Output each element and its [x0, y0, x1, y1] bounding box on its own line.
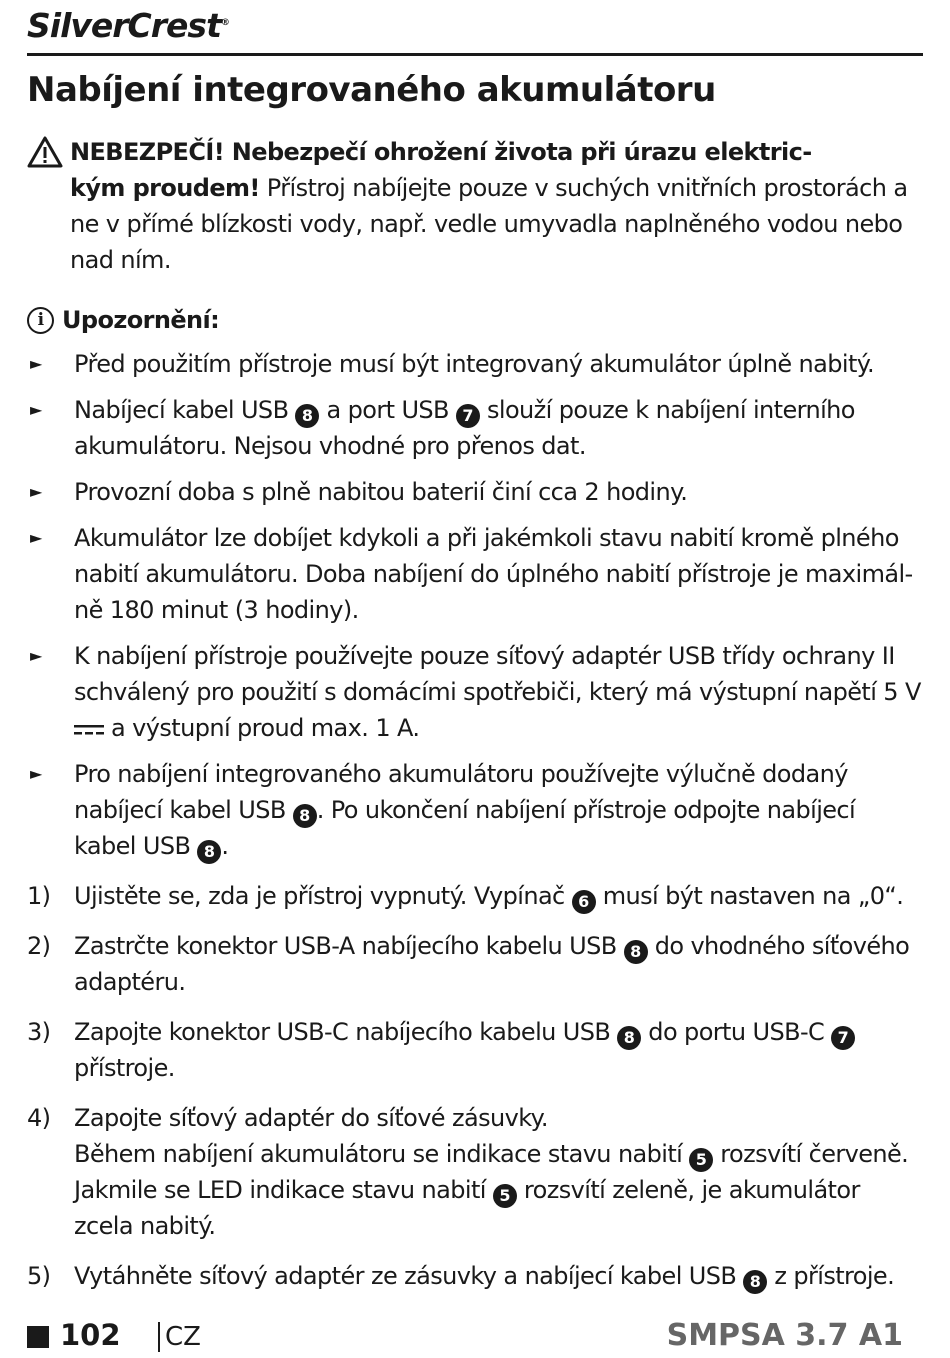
list-item-text: Před použitím přístroje musí být integrovaný akumulátor úplně nabitý. [74, 350, 874, 378]
callout-number: 8 [617, 1026, 641, 1050]
step-text: do vhodného síťového adaptéru. [74, 932, 910, 996]
list-item-text: K nabíjení přístroje používejte pouze síťový adaptér USB třídy ochrany II schválený pro použití s domácími spotřebiči, který má výstupní napětí 5 V [74, 642, 921, 706]
step-text: Zastrčte konektor USB-A nabíjecího kabelu USB [74, 932, 624, 960]
callout-number: 8 [743, 1270, 767, 1294]
step-text: Zapojte síťový adaptér do síťové zásuvky. [74, 1104, 548, 1132]
warning-heading-text: NEBEZPEČÍ! Nebezpečí ohrožení života při úrazu elektric- [70, 138, 812, 166]
list-item-text: Nabíjecí kabel USB [74, 396, 296, 424]
callout-number: 8 [295, 404, 319, 428]
list-item [27, 346, 922, 382]
model-name: SMPSA 3.7 A1 [666, 1318, 903, 1353]
registered-mark: ® [220, 18, 229, 28]
warning-heading-cont: kým proudem! [70, 174, 260, 202]
footer-divider [158, 1322, 160, 1352]
bullet-arrow-icon: ► [30, 400, 42, 419]
step-number: 4) [27, 1104, 51, 1132]
step-item [27, 928, 922, 1000]
bullet-arrow-icon: ► [30, 528, 42, 547]
warning-text: Přístroj nabíjejte pouze v suchých vnitřních prostorách a ne v přímé blízkosti vody, např. vedle umyvadla naplněného vodou nebo nad ním. [70, 174, 908, 274]
callout-number: 7 [456, 404, 480, 428]
brand-logo [27, 6, 229, 45]
step-number: 1) [27, 882, 51, 910]
list-item-text: a výstupní proud max. 1 A. [104, 714, 420, 742]
callout-number: 8 [624, 940, 648, 964]
page-title: Nabíjení integrovaného akumulátoru [27, 70, 716, 110]
language-code: CZ [165, 1322, 201, 1352]
step-text: Ujistěte se, zda je přístroj vypnutý. Vypínač [74, 882, 572, 910]
list-item [27, 392, 922, 464]
content [27, 134, 922, 1308]
step-text: rozsvítí zeleně, je akumulátor zcela nabitý. [74, 1176, 860, 1240]
list-item [27, 756, 922, 864]
list-item [27, 474, 922, 510]
notes-list [27, 346, 922, 864]
callout-number: 5 [689, 1148, 713, 1172]
steps-list [27, 878, 922, 1294]
page-number: 102 [60, 1318, 121, 1352]
step-text: Zapojte konektor USB-C nabíjecího kabelu USB [74, 1018, 618, 1046]
step-text: rozsvítí červeně. [713, 1140, 909, 1168]
info-icon: i [27, 307, 54, 334]
step-item [27, 1100, 922, 1244]
warning-heading [70, 134, 922, 170]
header-rule [27, 53, 923, 56]
callout-number: 5 [493, 1184, 517, 1208]
step-text: do portu USB-C [641, 1018, 832, 1046]
note-label: Upozornění: [62, 306, 220, 334]
step-item [27, 878, 922, 914]
callout-number: 8 [197, 840, 221, 864]
step-item [27, 1014, 922, 1086]
footer-square-icon [27, 1326, 49, 1348]
note-heading [27, 302, 922, 338]
step-text: Vytáhněte síťový adaptér ze zásuvky a nabíjecí kabel USB [74, 1262, 744, 1290]
warning-triangle-icon [27, 136, 63, 168]
list-item-text: Provozní doba s plně nabitou baterií činí cca 2 hodiny. [74, 478, 688, 506]
bullet-arrow-icon: ► [30, 354, 42, 373]
list-item [27, 638, 922, 746]
list-item-text: a port USB [319, 396, 456, 424]
page-footer [27, 1318, 923, 1358]
step-item [27, 1258, 922, 1294]
step-text: Během nabíjení akumulátoru se indikace stavu nabití [74, 1140, 690, 1168]
danger-warning [27, 134, 922, 278]
list-item-text: Pro nabíjení integrovaného akumulátoru používejte výlučně dodaný nabíjecí kabel USB [74, 760, 848, 824]
list-item [27, 520, 922, 628]
step-number: 5) [27, 1262, 51, 1290]
list-item-text: Akumulátor lze dobíjet kdykoli a při jakémkoli stavu nabití kromě plného nabití akumulátoru. Doba nabíjení do úplného nabití přístroje je maximál-ně 180 minut (3 hodiny). [74, 524, 913, 624]
bullet-arrow-icon: ► [30, 482, 42, 501]
step-text: z přístroje. [767, 1262, 895, 1290]
brand-name: SilverCrest [27, 6, 221, 45]
step-number: 2) [27, 932, 51, 960]
callout-number: 7 [831, 1026, 855, 1050]
callout-number: 6 [572, 890, 596, 914]
warning-body [70, 170, 922, 278]
step-text: přístroje. [74, 1054, 175, 1082]
list-item-text: . [221, 832, 229, 860]
step-text: musí být nastaven na „0“. [595, 882, 904, 910]
direct-current-symbol-icon [74, 723, 104, 737]
list-item-text: slouží pouze k nabíjení interního akumulátoru. Nejsou vhodné pro přenos dat. [74, 396, 855, 460]
bullet-arrow-icon: ► [30, 646, 42, 665]
callout-number: 8 [293, 804, 317, 828]
step-number: 3) [27, 1018, 51, 1046]
step-text: Jakmile se LED indikace stavu nabití [74, 1176, 493, 1204]
list-item-text: . Po ukončení nabíjení přístroje odpojte nabíjecí kabel USB [74, 796, 856, 860]
bullet-arrow-icon: ► [30, 764, 42, 783]
